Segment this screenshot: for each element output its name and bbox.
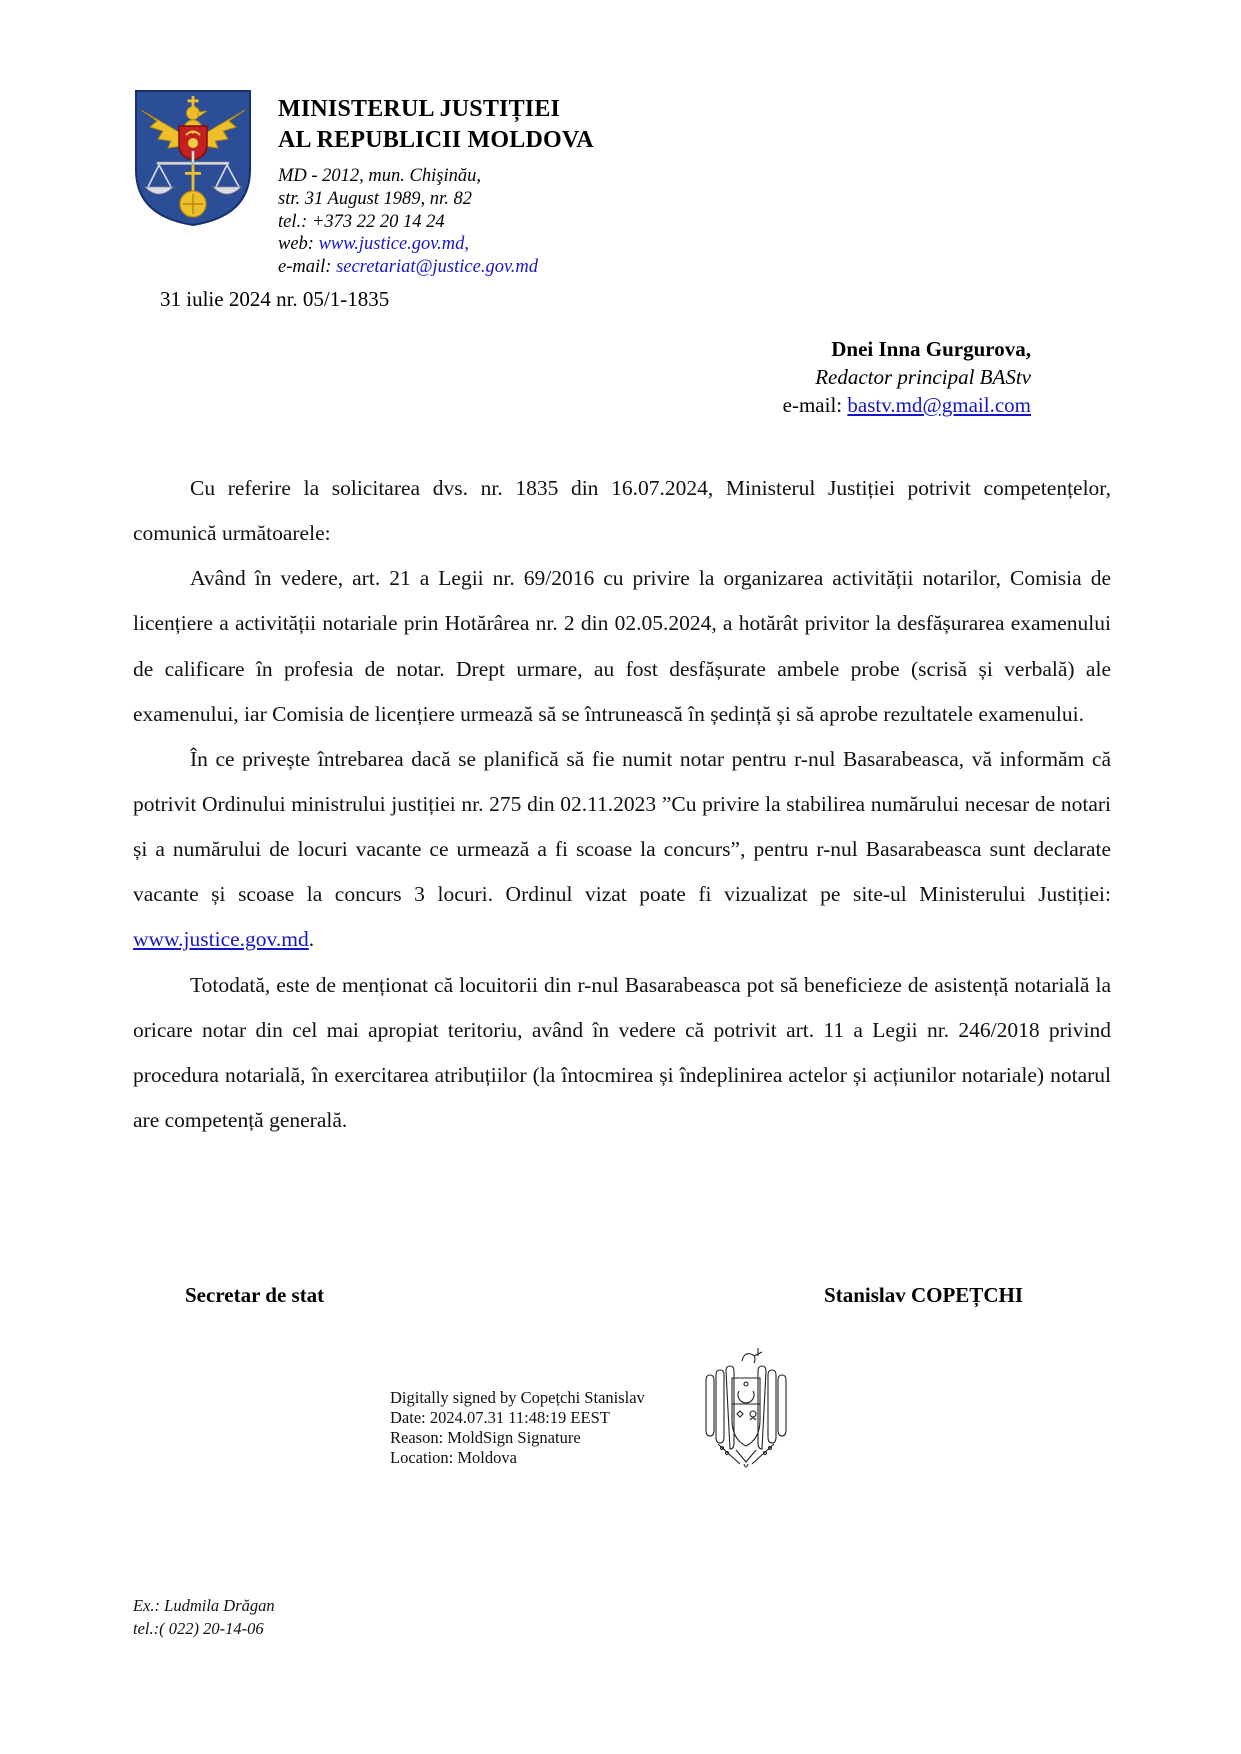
ministry-phone: tel.: +373 22 20 14 24 (278, 211, 445, 232)
body-paragraph-2: Având în vedere, art. 21 a Legii nr. 69/2016 cu privire la organizarea activității notarilor, Comisia de licențiere a activității notariale prin Hotărârea nr. 2 din 02.05.2024, a hotărât privitor la desfășurarea examenului de calificare în profesia de notar. Drept urmare, au fost desfășurate ambele probe (scrisă și verbală) ale examenului, iar Comisia de licențiere urmează să se întrunească în ședință și să aprobe rezultatele examenului. (133, 566, 1111, 726)
executor-footer (133, 1594, 275, 1640)
ministry-name-line1: MINISTERUL JUSTIȚIEI (278, 96, 561, 122)
body-paragraph-4: Totodată, este de menționat că locuitorii din r-nul Basarabeasca pot să beneficieze de asistență notarială la oricare notar din cel mai apropiat teritoriu, având în vedere că potrivit art. 11 a Legii nr. 246/2018 privind procedura notarială, în exercitarea atribuțiilor (la întocmirea și îndeplinirea actelor și acțiunilor notariale) notarul are competență generală. (133, 972, 1111, 1132)
ministry-address-city: MD - 2012, mun. Chişinău, (278, 166, 481, 187)
web-suffix: , (464, 234, 469, 255)
digital-signature-line1: Digitally signed by Copețchi Stanislav (390, 1388, 645, 1407)
letter-body (133, 466, 1111, 1143)
email-label: e-mail: (278, 256, 337, 277)
addressee-email-link[interactable]: bastv.md@gmail.com (847, 392, 1031, 417)
signature-row (133, 1283, 1111, 1308)
web-label: web: (278, 234, 319, 255)
body-paragraph-3 (133, 737, 1111, 963)
ministry-address-street: str. 31 August 1989, nr. 82 (278, 189, 472, 209)
body-paragraph-3-text: În ce privește întrebarea dacă se planifică să fie numit notar pentru r-nul Basarabeasca, vă informăm că potrivit Ordinului ministrului justiției nr. 275 din 02.11.2023 ”Cu privire la stabilirea numărului necesar de notari și a numărului de locuri vacante ce urmează a fi scoase la concurs”, pentru r-nul Basarabeasca sunt declarate vacante și scoase la concurs 3 locuri. Ordinul vizat poate fi vizualizat pe site-ul Ministerului Justiției: (133, 746, 1111, 907)
addressee-title: Redactor principal BAStv (815, 364, 1031, 389)
addressee-block (783, 336, 1031, 420)
digital-signature-line4: Location: Moldova (390, 1448, 517, 1468)
digital-signature-line3: Reason: MoldSign Signature (390, 1428, 581, 1448)
ministry-name-line2: AL REPUBLICII MOLDOVA (278, 126, 594, 153)
moldsign-stamp-icon (700, 1343, 792, 1475)
addressee-email-line (783, 392, 1031, 420)
justice-website-link[interactable]: www.justice.gov.md (133, 927, 309, 952)
body-paragraph-1: Cu referire la solicitarea dvs. nr. 1835 din 16.07.2024, Ministerul Justiției potrivit competențelor, comunică următoarele: (133, 476, 1111, 546)
ministry-email-link[interactable]: secretariat@justice.gov.md (336, 256, 539, 277)
digital-signature-line2: Date: 2024.07.31 11:48:19 EEST (390, 1408, 610, 1428)
body-paragraph-3-tail: . (308, 927, 315, 952)
letterhead-text (278, 88, 594, 278)
addressee-email-label: e-mail: (782, 392, 848, 417)
ministry-website-link[interactable]: www.justice.gov.md (318, 234, 465, 255)
ministry-web-line (278, 233, 594, 256)
signer-role: Secretar de stat (185, 1283, 325, 1307)
ministry-coat-of-arms-icon (133, 88, 253, 228)
addressee-name: Dnei Inna Gurgurova, (831, 337, 1031, 361)
reference-date-line: 31 iulie 2024 nr. 05/1-1835 (160, 287, 390, 311)
digital-signature-block (390, 1388, 645, 1469)
ministry-email-line (278, 256, 594, 279)
letterhead (133, 88, 594, 278)
executor-name: Ex.: Ludmila Drăgan (133, 1596, 275, 1615)
signer-name: Stanislav COPEȚCHI (824, 1283, 1023, 1307)
executor-phone: tel.:( 022) 20-14-06 (133, 1619, 264, 1639)
